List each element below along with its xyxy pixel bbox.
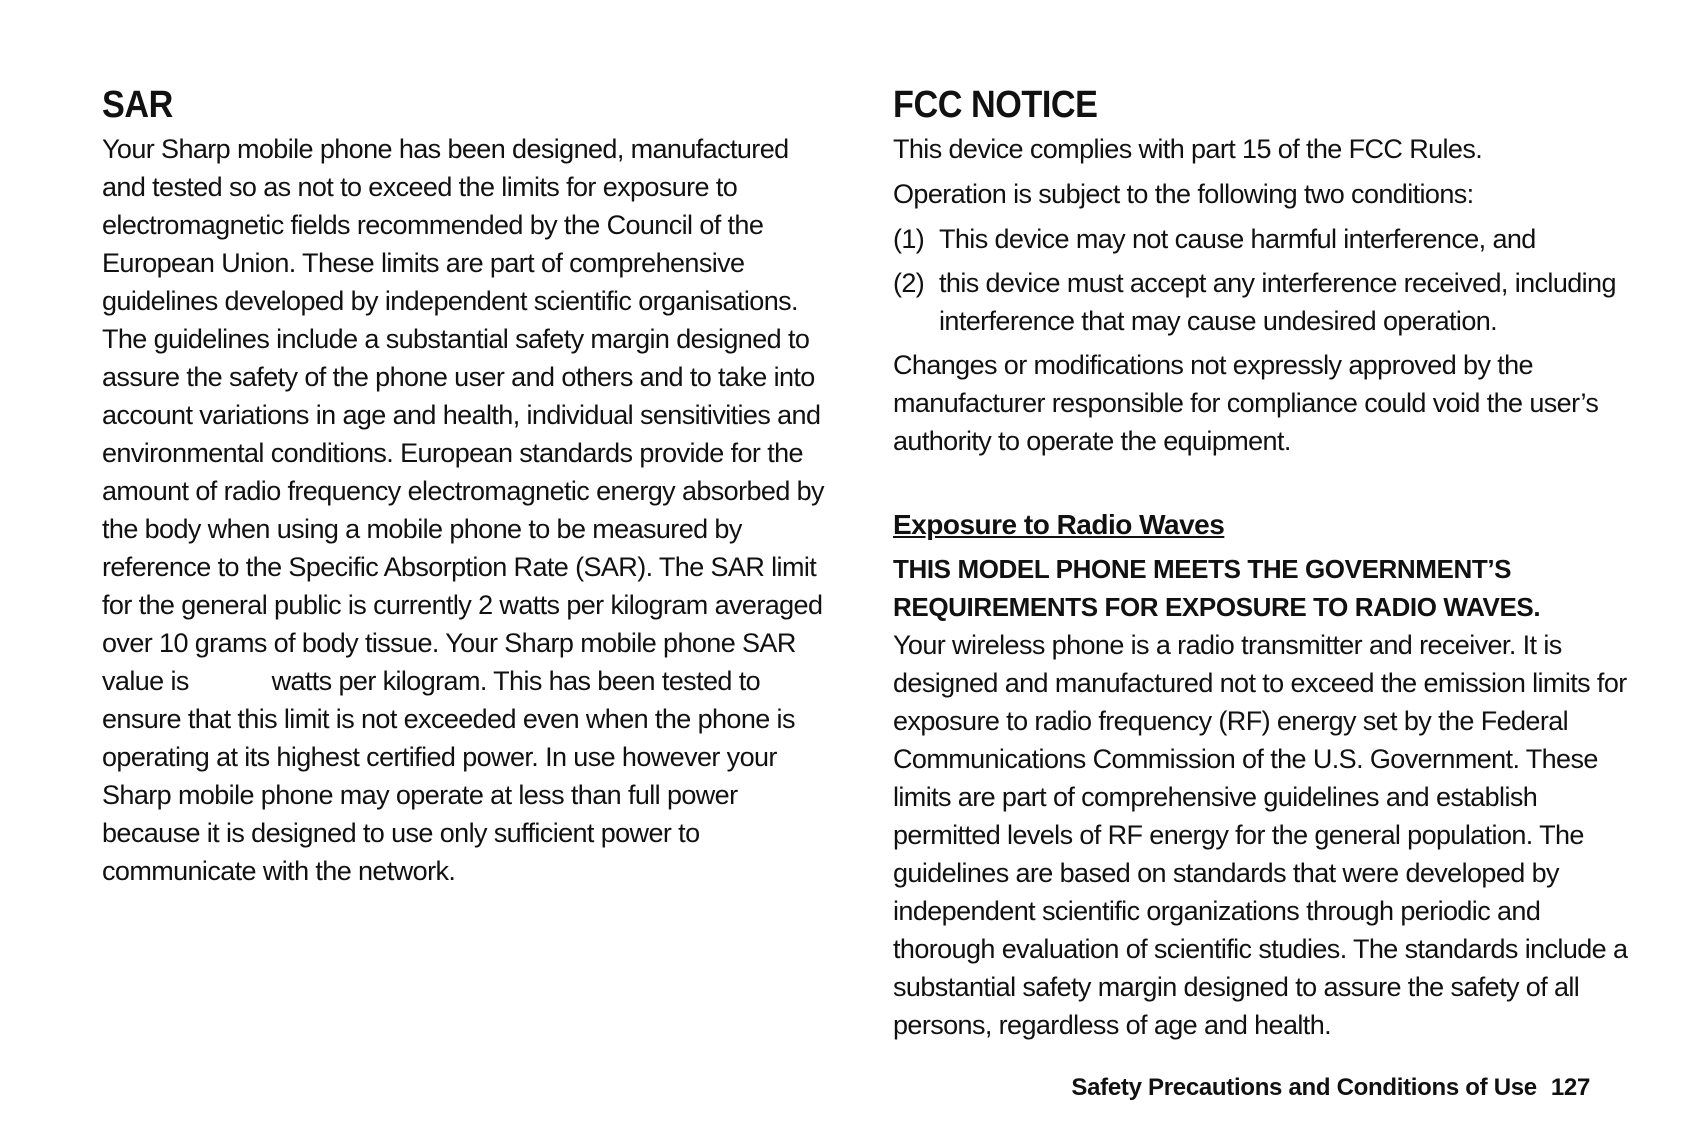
exposure-headline: THIS MODEL PHONE MEETS THE GOVERNMENT’S REQUIREMENTS FOR EXPOSURE TO RADIO WAVES. <box>893 554 1541 622</box>
fcc-section <box>893 82 1628 1044</box>
sar-section <box>102 82 832 890</box>
exposure-body: Your wireless phone is a radio transmitter and receiver. It is designed and manufactured not to exceed the emission limits for exposure to radio frequency (RF) energy set by the Federal Communications Commission of the U.S. Government. These limits are part of comprehensive guidelines and establish permitted levels of RF energy for the general population. The guidelines are based on standards that were developed by independent scientific organizations through periodic and thorough evaluation of scientific studies. The standards include a substantial safety margin designed to assure the safety of all persons, regardless of age and health. <box>893 630 1628 1040</box>
fcc-para-3: Changes or modifications not expressly approved by the manufacturer responsible for compliance could void the user’s authority to operate the equipment. <box>893 350 1599 456</box>
list-item-number: (1) <box>893 224 925 254</box>
page-number: 127 <box>1550 1074 1590 1101</box>
footer-section-title: Safety Precautions and Conditions of Use <box>1071 1074 1537 1101</box>
sar-body: Your Sharp mobile phone has been designed, manufactured and tested so as not to exceed the limits for exposure to electromagnetic fields recommended by the Council of the European Union. These limits are part of comprehensive guidelines developed by independent scientific organisations. The guidelines include a substantial safety margin designed to assure the safety of the phone user and others and to take into account variations in age and health, individual sensitivities and environmental conditions. European standards provide for the amount of radio frequency electromagnetic energy absorbed by the body when using a mobile phone to be measured by reference to the Specific Absorption Rate (SAR). The SAR limit for the general public is currently 2 watts per kilogram averaged over 10 grams of body tissue. Your Sharp mobile phone SAR value is watts per kilogram. This has been tested to ensure that this limit is not exceeded even when the phone is operating at its highest certified power. In use however your Sharp mobile phone may operate at less than full power because it is designed to use only sufficient power to communicate with the network. <box>102 134 831 886</box>
exposure-title: Exposure to Radio Waves <box>893 509 1225 540</box>
list-item-text: This device may not cause harmful interference, and <box>939 224 1536 254</box>
fcc-conditions-list <box>893 220 1628 340</box>
list-item-text: this device must accept any interference received, including interference that may cause undesired operation. <box>939 268 1616 336</box>
page-footer <box>1010 1072 1590 1104</box>
list-item-number: (2) <box>893 268 925 298</box>
list-item <box>893 220 1628 258</box>
fcc-para-2: Operation is subject to the following two conditions: <box>893 179 1474 209</box>
list-item <box>893 264 1628 340</box>
sar-title: SAR <box>102 84 173 126</box>
fcc-para-1: This device complies with part 15 of the FCC Rules. <box>893 134 1483 164</box>
fcc-title: FCC NOTICE <box>893 84 1098 126</box>
